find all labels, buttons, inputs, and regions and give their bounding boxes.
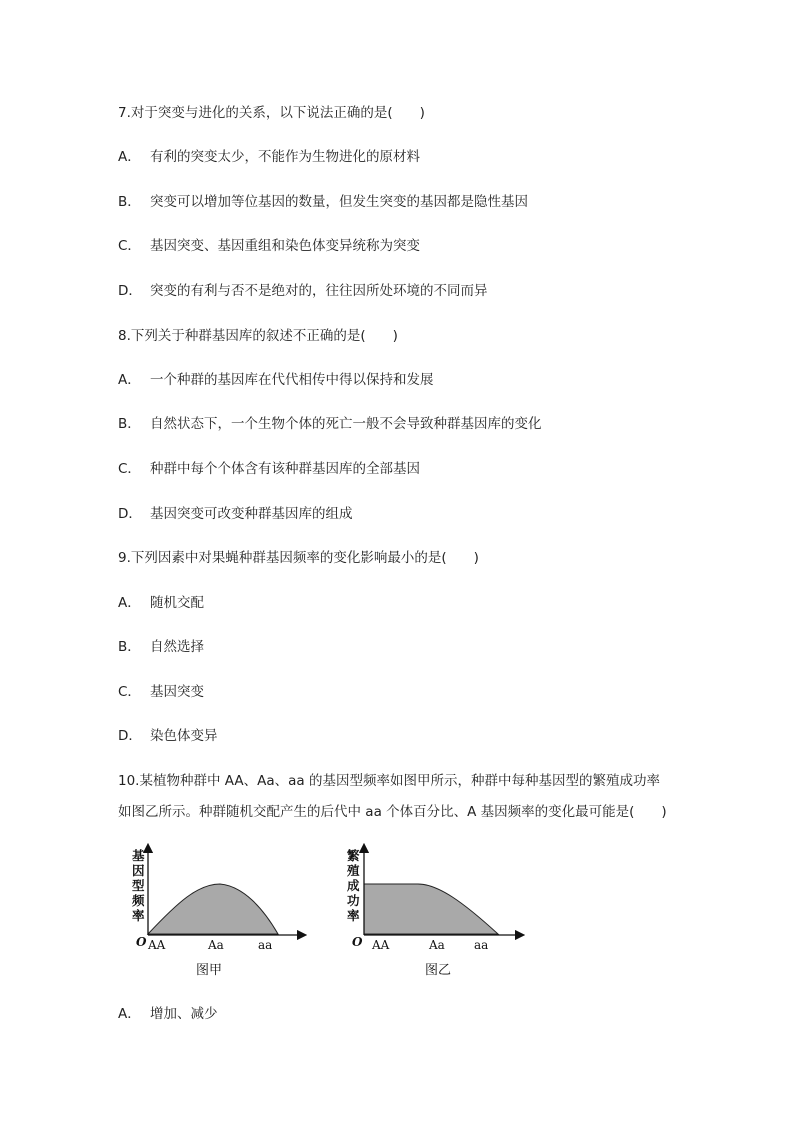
figure-yi-area [364, 884, 498, 934]
figure-jia-ylabel-char-5: 率 [132, 908, 145, 923]
question-9-option-b [118, 637, 204, 657]
option-letter: C． [118, 684, 141, 700]
option-letter: D． [118, 728, 142, 744]
figure-yi-ylabel-char-5: 率 [347, 908, 360, 923]
figure-jia-tick-aa-hetero: Aa [208, 938, 224, 952]
figure-jia-caption: 图甲 [196, 963, 223, 978]
figure-jia [131, 848, 302, 978]
option-letter: A． [118, 149, 141, 165]
figure-yi [347, 848, 520, 978]
figure-jia-tick-aa-recessive: aa [258, 938, 273, 952]
option-text: 自然状态下，一个生物个体的死亡一般不会导致种群基因库的变化 [150, 416, 542, 432]
question-8-stem: 8.下列关于种群基因库的叙述不正确的是( ) [118, 328, 398, 344]
option-text: 自然选择 [150, 639, 204, 655]
question-8-option-c [118, 459, 420, 479]
question-7-option-b [118, 192, 528, 212]
question-9-option-c [118, 682, 204, 702]
option-text: 基因突变可改变种群基因库的组成 [150, 506, 353, 522]
question-10-option-a [118, 1004, 218, 1024]
question-8-option-a [118, 370, 434, 390]
option-letter: C． [118, 461, 141, 477]
option-text: 基因突变 [150, 684, 204, 700]
figure-yi-tick-aa-dominant: AA [372, 938, 390, 952]
option-text: 突变可以增加等位基因的数量，但发生突变的基因都是隐性基因 [150, 194, 528, 210]
option-text: 有利的突变太少，不能作为生物进化的原材料 [150, 149, 420, 165]
option-text: 增加、减少 [150, 1006, 218, 1022]
figure-jia-ylabel-char-3: 型 [132, 878, 145, 893]
option-letter: A． [118, 372, 141, 388]
figure-yi-tick-aa-recessive: aa [474, 938, 489, 952]
figure-jia-origin: O [136, 935, 147, 949]
question-10-stem-line-1: 10.某植物种群中 AA、Aa、aa 的基因型频率如图甲所示，种群中每种基因型的繁殖成功率 [118, 773, 660, 789]
option-letter: D． [118, 283, 142, 299]
question-9-stem: 9.下列因素中对果蝇种群基因频率的变化影响最小的是( ) [118, 550, 479, 566]
figure-svg [118, 842, 538, 982]
option-text: 一个种群的基因库在代代相传中得以保持和发展 [150, 372, 434, 388]
question-10-figures [118, 842, 538, 982]
option-letter: B． [118, 194, 141, 210]
figure-yi-caption: 图乙 [425, 963, 452, 978]
figure-jia-tick-aa-dominant: AA [148, 938, 166, 952]
figure-yi-ylabel-char-3: 成 [347, 878, 360, 893]
figure-yi-ylabel-char-1: 繁 [347, 848, 360, 863]
figure-jia-ylabel-char-4: 频 [132, 893, 145, 908]
figure-jia-area [148, 884, 278, 934]
option-letter: A． [118, 595, 141, 611]
option-letter: B． [118, 639, 141, 655]
figure-yi-ylabel-char-2: 殖 [347, 863, 360, 878]
question-10-stem-line-2: 如图乙所示。种群随机交配产生的后代中 aa 个体百分比、A 基因频率的变化最可能是( ) [118, 804, 667, 820]
figure-yi-tick-aa-hetero: Aa [429, 938, 445, 952]
option-letter: C． [118, 238, 141, 254]
figure-yi-ylabel-char-4: 功 [347, 893, 360, 908]
figure-jia-ylabel-char-1: 基 [132, 848, 145, 863]
option-text: 种群中每个个体含有该种群基因库的全部基因 [150, 461, 420, 477]
question-9-option-d [118, 726, 218, 746]
question-9-option-a [118, 593, 204, 613]
option-letter: B． [118, 416, 141, 432]
option-text: 随机交配 [150, 595, 204, 611]
figure-jia-ylabel-char-2: 因 [132, 863, 145, 878]
option-letter: A． [118, 1006, 141, 1022]
figure-yi-origin: O [352, 935, 363, 949]
option-text: 基因突变、基因重组和染色体变异统称为突变 [150, 238, 420, 254]
option-letter: D． [118, 506, 142, 522]
question-7-option-c [118, 236, 420, 256]
question-8-option-d [118, 504, 353, 524]
question-7-option-d [118, 281, 488, 301]
question-8-option-b [118, 414, 542, 434]
question-7-option-a [118, 147, 420, 167]
option-text: 突变的有利与否不是绝对的，往往因所处环境的不同而异 [150, 283, 488, 299]
option-text: 染色体变异 [150, 728, 218, 744]
question-7-stem: 7.对于突变与进化的关系，以下说法正确的是( ) [118, 105, 425, 121]
